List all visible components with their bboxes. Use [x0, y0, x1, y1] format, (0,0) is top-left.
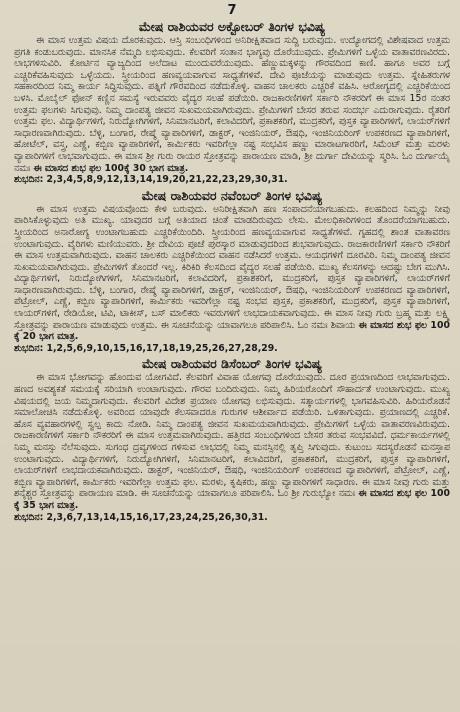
december-body — [14, 372, 450, 511]
december-lucky-days: ಶುಭದಿನ: 2,3,6,7,13,14,15,16,17,23,24,25,26,30,31. — [14, 511, 268, 523]
page-number: 7 — [227, 3, 237, 18]
november-lucky-days: ಶುಭದಿನ: 1,2,5,6,9,10,15,16,17,18,19,25,26,27,28,29. — [14, 342, 278, 354]
october-note: ಈ ಮಾಸದ ಶುಭ ಫಲ 100ಕ್ಕೆ 30 ಭಾಗ ಮಾತ್ರ. — [33, 162, 189, 174]
october-body-text: ಈ ಮಾಸ ಉತ್ತಮ ವಿಷಯ ದೊರಕುವುದು. ಆಸ್ತಿ ಸಂಬಂಧಿಗಳಿಂದ ಅನಿರೀಕ್ಷಿತವಾದ ಸುದ್ದಿ ಬರುವುದು. ಉದ್ಯೋಗದಲ್ಲಿ ವಿಶೇಷವಾದ ಉತ್ತಮ ಪ್ರಗತಿ ಕಂಡುಬರುವುದು. ಮಾನಸಿಕ ನೆಮ್ಮದಿ ಲಭಿಸುವುದು. ಕೆಲವರಿಗೆ ಸಂತಾನ ಭಾಗ್ಯವು ದೊರೆಯುವುದು. ಪ್ರೇಮಿಗಳಿಗೆ ಒಳ್ಳೆಯ ವಾತಾವರಣವಿರದು. ಲಾಭಗಳಿಸುವಿರಿ. ಕೋರ್ಟಿನ ವ್ಯಾಜ್ಯದಿಂದ ಅಲೆದಾಟ ಮುಂದುವರೆಯುವುದು. ಹೆಣ್ಣುಮಕ್ಕಳನ್ನು ಗೌರವದಿಂದ ಕಾಣಿ. ಹಾಗೂ ಅವರ ಬಗ್ಗೆ ಎಚ್ಚರಿಕೆವಹಿಸುವುದು ಒಳ್ಳೆಯದು. ಸ್ತ್ರೀಯರಿಂದ ಹಣವ್ಯಯವಾಗುವ ಸಾಧ್ಯತೆಗಳಿವೆ. ದೇವಿ ಪೂಜೆಯನ್ನು ಮಾಡುವುದು ಉತ್ತಮ. ಸ್ನೇಹಿತರುಗಳ ಸಹಕಾರದಿಂದ ನಿಮ್ಮ ಕಾರ್ಯ ಸಿದ್ಧಿಸುವುದು. ಪತ್ನಿಗೆ ಗೌರವದಿಂದ ನಡೆದುಕೊಳ್ಳಿ. ವಾಹನ ಚಾಲಕರು ಎಚ್ಚರಿಕೆ ವಹಿಸಿ. ಆರೋಗ್ಯದಲ್ಲಿ ಎಚ್ಚರಿಕೆಯಿಂದ ಬಳಸಿ. ಮೊಬೈಲ್ ಫೋನ್ ಕಣ್ಣಿನ ಸಮಸ್ಯೆ ಇರುವವರು ವೈದ್ಯರ ಸಲಹೆ ಪಡೆಯಿರಿ. ರಾಜಕಾರಣಿಗಳಿಗೆ ಸರ್ಕಾರಿ ನೌಕರರಿಗೆ ಈ ಮಾಸ 15ರ ನಂತರ ಉತ್ತಮ ಫಲಗಳು ಸಿಗುವುವು. ನಿಮ್ಮ ದಾಂಪತ್ಯ ಜೀವನ ಸುಖಮಯವಾಗಿರುವುದು. ಪ್ರೇಮಿಗಳಿಗೆ ಬೇಸರ ತರುವ ಸಂದರ್ಭ ಎದುರಾಗುವುದು. ರೈತರಿಗೆ ಉತ್ತಮ ಫಲ. ವಿದ್ಯಾರ್ಥಿಗಳಿಗೆ, ನಿರುದ್ಯೋಗಿಗಳಿಗೆ, ಸಿನಿಮಾನಟರಿಗೆ, ಕಲಾವಿದರಿಗೆ, ಪ್ರಕಾಶಕರಿಗೆ, ಮುದ್ರಕರಿಗೆ, ಪುಸ್ತಕ ವ್ಯಾಪಾರಿಗಳಿಗೆ, ಲಾಯರ್‌ಗಳಿಗೆ ಸಾಧಾರಣವಾಗಿರುವುದು. ಬೆಳ್ಳಿ, ಬಂಗಾರ, ರೇಷ್ಮೆ ವ್ಯಾಪಾರಿಗಳಿಗೆ, ಡಾಕ್ಟರ್, ಇಂಜಿನಿಯರ್, ಔಷಧಿ, ಇಂಜಿನಿಯರಿಂಗ್ ಉಪಕರಣದ ವ್ಯಾಪಾರಿಗಳಿಗೆ, ಹೋಟೆಲ್, ವಸ್ತ್ರ, ಎಣ್ಣೆ, ಕಬ್ಬಿಣ ವ್ಯಾಪಾರಿಗಳಿಗೆ, ಕಾರ್ಮಿಕರು ಇವರಿಗೆಲ್ಲಾ ನಷ್ಟ ಸಂಭವಿಸ ಹಣ್ಣು ಮಾರಾಟಗಾರರಿಗೆ, ಸಿಮೆಂಟ್ ಮತ್ತು ಮರಳು ವ್ಯಾಪಾರಿಗಳಿಗೆ ಲಾಭವಾಗುವುದು. ಈ ಮಾಸ ಶ್ರೀ ಗುರು ರಾಯರ ಸ್ತೋತ್ರವನ್ನು ಪಾರಾಯಣ ಮಾಡಿ, ಶ್ರೀ ದುರ್ಗಾ ದೇವಿಯನ್ನು ಸ್ಮರಿಸಿ. ಓಂ ದುರ್ಗಾಯೈ ನಮಃ — [14, 35, 450, 174]
november-section — [14, 188, 450, 355]
october-heading: ಮೇಷ ರಾಶಿಯವರ ಅಕ್ಟೋಬರ್ ತಿಂಗಳ ಭವಿಷ್ಯ — [138, 19, 326, 34]
october-body — [14, 35, 450, 174]
december-note: ಈ ಮಾಸದ ಶುಭ ಫಲ 100 ಕ್ಕೆ 35 ಭಾಗ ಮಾತ್ರ. — [14, 488, 451, 511]
december-body-text: ಈ ಮಾಸ ಭೋಗವನ್ನು ಹೊಂದುವ ಯೋಗವಿದೆ. ಕೆಲವರಿಗೆ ವಿವಾಹ ಯೋಗವು ದೊರೆಯುವುದು. ದೂರ ಪ್ರಯಾಣದಿಂದ ಲಾಭವಾಗುವುದು. ಹಣದ ಅವಶ್ಯಕತೆ ಸಮಯಕ್ಕೆ ಸರಿಯಾಗಿ ಉಂಟಾಗುವುದು. ಗೌರವ ಬಂದಿರುವುದು. ನಿಮ್ಮ ಹಿರಿಯರೊಂದಿಗೆ ಸೌಹಾರ್ದತೆ ಉಂಟಾಗುವುದು. ಮುಖ್ಯ ವಿಷಯದಲ್ಲಿ ಜಯ ನಿಮ್ಮದಾಗುವುದು. ಕೆಲವರಿಗೆ ವಿದೇಶ ಪ್ರಯಾಣ ಯೋಗವು ಲಭಿಸುವುದು. ಸತ್ಕಾರ್ಯಗಳಲ್ಲಿ ಭಾಗವಹಿಸುವಿರಿ. ಹಿರಿಯರೊಡನೆ ಸಮಾಲೋಚಿಸಿ ನಡೆದುಕೊಳ್ಳಿ. ಅವರಿಂದ ಯಾವುದೇ ಕೆಲಸವಾದರೂ ಗುರುಗಳ ಆಶೀರ್ವಾದ ಪಡೆಯಿರಿ. ಒಳಿತಾಗುವುದು. ಪ್ರಯಾಣದಲ್ಲಿ ಎಚ್ಚರಿಕೆ. ಹೊಸ ವ್ಯವಹಾರಗಳಲ್ಲಿ ಸ್ವಲ್ಪ ಕಾದು ನೋಡಿ. ನಿಮ್ಮ ದಾಂಪತ್ಯ ಜೀವನ ಸುಖಮಯವಾಗಿರುವುದು. ಪ್ರೇಮಿಗಳಿಗೆ ಒಳ್ಳೆಯ ವಾತಾವರಣವಿರುವುದು. ರಾಜಕಾರಣಿಗಳಿಗೆ ಸರ್ಕಾರಿ ನೌಕರರಿಗೆ ಈ ಮಾಸ ಉತ್ತಮವಾಗಿರುವುದು. ಹತ್ತಿರದ ಸಂಬಂಧಿಗಳಿಂದ ಬೇಸರ ತರುವ ಸಂಭವವಿದೆ. ಧರ್ಮಕಾರ್ಯಗಳಲ್ಲಿ ನಿಮ್ಮ ಮನಸ್ಸು ನೆಲೆಸುವುದು. ಸುಗಂಧ ದ್ರವ್ಯಗಳಿಂದ ಗಳಿಸುವ ಲಾಭದಲ್ಲಿ ನಿಮ್ಮ ಮನಸ್ಸಿನಲ್ಲಿ ತೃಪ್ತಿ ಸಿಗುವುದು. ಕುಟುಂಬ ಸದಸ್ಯರೊಡನೆ ಮನಸ್ತಾಪ ಉಂಟಾಗುವುದು. ವಿದ್ಯಾರ್ಥಿಗಳಿಗೆ, ನಿರುದ್ಯೋಗಿಗಳಿಗೆ, ಸಿನಿಮಾನಟರಿಗೆ, ಕಲಾವಿದರಿಗೆ, ಪ್ರಕಾಶಕರಿಗೆ, ಮುದ್ರಕರಿಗೆ, ಪುಸ್ತಕ ವ್ಯಾಪಾರಿಗಳಿಗೆ, ಲಾಯರ್‌ಗಳಿಗೆ ಲಾಭದಾಯಕವಾಗಿರುವುದು. ಡಾಕ್ಟರ್, ಇಂಜಿನಿಯರ್, ಔಷಧಿ, ಇಂಜಿನಿಯರಿಂಗ್ ಉಪಕರಣದ ವ್ಯಾಪಾರಿಗಳಿಗೆ, ಪೆಟ್ರೋಲ್, ಎಣ್ಣೆ, ಕಬ್ಬಿಣ ವ್ಯಾಪಾರಿಗಳಿಗೆ, ಕಾರ್ಮಿಕರು ಇವರಿಗೆಲ್ಲಾ ಉತ್ತಮ ಫಲ. ಮರಳು, ಕೃಷಿಕರು, ಹಣ್ಣು ವ್ಯಾಪಾರಿಗಳಿಗೆ ಸಾಧಾರಣ. ಈ ಮಾಸ ನೀವು ಗುರು ಮತ್ತು ಶನೈಶ್ಚರ ಸ್ತೋತ್ರವನ್ನು ಪಾರಾಯಣ ಮಾಡಿ. ಈ ಸೂಚನೆಯನ್ನು ಯಾವಾಗಲೂ ಪರಿಪಾಲಿಸಿ. ಓಂ ಶ್ರೀ ಗುರುಭ್ಯೋ ನಮಃ — [14, 372, 450, 500]
october-section — [14, 19, 450, 186]
november-note: ಈ ಮಾಸದ ಶುಭ ಫಲ 100 ಕ್ಕೆ 20 ಭಾಗ ಮಾತ್ರ. — [14, 319, 450, 343]
december-section — [14, 356, 450, 523]
november-body-text: ಈ ಮಾಸ ಉತ್ತಮ ವಿಷಯವೊಂದು ಕೇಳಿ ಬರುವುದು. ಅನಿರೀಕ್ಷಿತವಾಗಿ ಹಣ ಸಂಪಾದನೆಯಾಗಬಹುದು. ಕಲಹದಿಂದ ನಿಮ್ಮನ್ನು ನೀವು ಪಾರಿಸಿಕೊಳ್ಳುವುದು ಅತಿ ಮುಖ್ಯ. ಯಾವುದರ ಬಗ್ಗೆ ಅತಿಯಾದ ಚಿಂತೆ ಮಾಡದಿರುವುದು ಲೇಸು. ಮೇಲಧಿಕಾರಿಗಳಿಂದ ತೊಂದರೆಯಾಗಬಹುದು. ಸ್ತ್ರೀಯರಿಂದ ಅನಾರೋಗ್ಯ ಉಂಟಾಗಬಹುದು ಎಚ್ಚರಿಕೆಯಿಂದಿರಿ. ಸ್ತ್ರೀಯರಿಂದ ಹಣವ್ಯಯವಾಗುವ ಸಾಧ್ಯತೆಗಳಿವೆ. ಗೃಹದಲ್ಲಿ ಶಾಂತ ವಾತಾವರಣ ಉಂಟಾಗುವುದು. ವೈರಿಗಳು ಮಣಿಯುವರು. ಶ್ರೀ ದೇವಿಯ ಪೂಜೆ ಪುರಸ್ಕಾರ ಮಾಡುವುದರಿಂದ ಶುಭವಾಗುವುದು. ರಾಜಕಾರಣಿಗಳಿಗೆ ಸರ್ಕಾರಿ ನೌಕರಿಗೆ ಈ ಮಾಸ ಉತ್ತಮವಾಗಿರುವುದು. ವಾಹನ ಚಾಲಕರು ಎಚ್ಚರಿಕೆಯಿಂದ ವಾಹನ ನಡೆಸಿದರೆ ಉತ್ತಮ. ಆಯಧಗಳಿಗೆ ದೂರವಿರಿ. ನಿಮ್ಮ ದಾಂಪತ್ಯ ಜೀವನ ಸುಖಮಯವಾಗಿರುವುದು. ಪ್ರೇಮಿಗಳಿಗೆ ತೊಂದರೆ ಇಲ್ಲ. ಕಿರಿಕಿರಿ ಕೆಲಸದಿಂದ ವೈದ್ಯರ ಸಲಹೆ ಪಡೆಯಿರಿ. ಮುಖ್ಯ ಕೆಲಸಗಳನ್ನು ಆದಷ್ಟು ಬೇಗ ಮುಗಿಸಿ. ವಿದ್ಯಾರ್ಥಿಗಳಿಗೆ, ನಿರುದ್ಯೋಗಿಗಳಿಗೆ, ಸಿನಿಮಾನಟರಿಗೆ, ಕಲಾವಿದರಿಗೆ, ಪ್ರಕಾಶಕರಿಗೆ, ಮುದ್ರಕರಿಗೆ, ಪುಸ್ತಕ ವ್ಯಾಪಾರಿಗಳಿಗೆ, ಲಾಯರ್‌ಗಳಿಗೆ ಸಾಧಾರಣವಾಗಿರುವುದು. ಬೆಳ್ಳಿ, ಬಂಗಾರ, ರೇಷ್ಮೆ ವ್ಯಾಪಾರಿಗಳಿಗೆ, ಡಾಕ್ಟರ್, ಇಂಜಿನಿಯರ್, ಔಷಧಿ, ಇಂಜಿನಿಯರಿಂಗ್ ಉಪಕರಣದ ವ್ಯಾಪಾರಿಗಳಿಗೆ, ಪೆಟ್ರೋಲ್, ಎಣ್ಣೆ, ಕಬ್ಬಿಣ ವ್ಯಾಪಾರಿಗಳಿಗೆ, ಕಾರ್ಮಿಕರು ಇವರಿಗೆಲ್ಲಾ ನಷ್ಟ ಸಂಭವ ಪುಸ್ತಕ, ಪ್ರಕಾಶಕರಿಗೆ, ಮುದ್ರಕರಿಗೆ, ಪುಸ್ತಕ ವ್ಯಾಪಾರಿಗಳಿಗೆ, ಲಾಯರ್‌ಗಳಿಗೆ, ರೇಡಿಯೋ, ಟಿವಿ, ಟಾಕೀಸ್, ಬಸ್ ಮಾಲಿಕರು ಇವರುಗಳಿಗೆ ಲಾಭದಾಯಕವಾಗುವುದು. ಈ ಮಾಸ ನೀವು ಗುರು ಬ್ರಹ್ಮ ಮತ್ತು ಲಕ್ಷ್ಮಿ ಸ್ತೋತ್ರವನ್ನು ಪಾರಾಯಣ ಮಾಡುವುದು ಉತ್ತಮ. ಈ ಸೂಚನೆಯನ್ನು ಯಾವಾಗಲೂ ಪರಿಪಾಲಿಸಿ. ಓಂ ನಮಃ ಶಿವಾಯ — [14, 203, 450, 331]
november-body — [14, 204, 450, 343]
december-heading: ಮೇಷ ರಾಶಿಯವರ ಡಿಸೆಂಬರ್ ತಿಂಗಳ ಭವಿಷ್ಯ — [141, 356, 322, 372]
october-lucky-days: ಶುಭದಿನ: 2,3,4,5,8,9,12,13,14,19,20,21,22,23,29,30,31. — [14, 174, 288, 186]
november-heading: ಮೇಷ ರಾಶಿಯವರ ನವೆಂಬರ್ ತಿಂಗಳ ಭವಿಷ್ಯ — [141, 187, 323, 203]
